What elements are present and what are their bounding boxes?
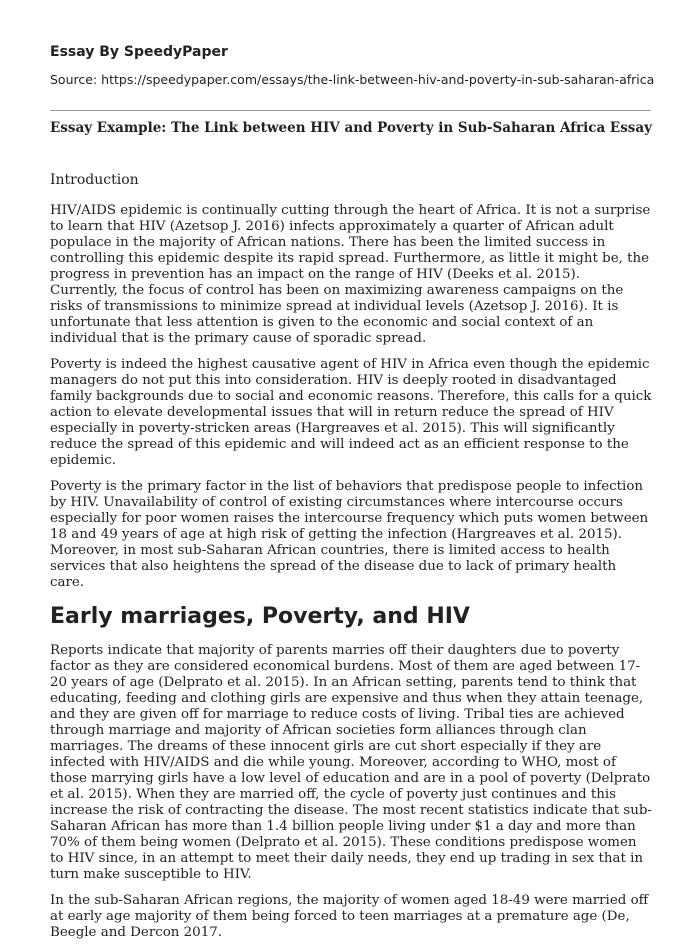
paragraph: HIV/AIDS epidemic is continually cutting through the heart of Africa. It is not a surprise to learn that HIV (Azetsop J. 2016) infects approximately a quarter of African adult populace in the majority of African nations. There has been the limited success in controlling this epidemic despite its rapid spread. Furthermore, as little it might be, the progress in prevention has an impact on the range of HIV (Deeks et al. 2015). Currently, the focus of control has been on maximizing awareness campaigns on the risks of transmissions to minimize spread at individual levels (Azetsop J. 2016). It is unfortunate that less attention is given to the economic and social context of an individual that is the primary cause of sporadic spread.: [50, 203, 651, 346]
paragraph: Poverty is indeed the highest causative agent of HIV in Africa even though the epidemic managers do not put this into consideration. HIV is deeply rooted in disadvantaged family backgrounds due to social and economic reasons. Therefore, this calls for a quick action to elevate developmental issues that will in return reduce the spread of HIV especially in poverty-stricken areas (Hargreaves et al. 2015). This will significantly reduce the spread of this epidemic and will indeed act as an efficient response to the epidemic.: [50, 357, 652, 468]
source-line: [50, 72, 654, 87]
paragraph: Poverty is the primary factor in the list of behaviors that predispose people to infection by HIV. Unavailability of control of existing circumstances where intercourse occurs especially for poor women raises the intercourse frequency which puts women between 18 and 49 years of age at high risk of getting the infection (Hargreaves et al. 2015). Moreover, in most sub-Saharan African countries, there is limited access to health services that also heightens the spread of the disease due to lack of primary health care.: [50, 479, 649, 590]
essay-body: [50, 172, 652, 951]
source-link[interactable]: https://speedypaper.com/essays/the-link-between-hiv-and-poverty-in-sub-saharan-africa: [101, 72, 655, 87]
brand-title: Essay By SpeedyPaper: [50, 44, 228, 60]
intro-heading: Introduction: [50, 172, 139, 188]
section-heading: Early marriages, Poverty, and HIV: [50, 604, 470, 629]
paragraph: Reports indicate that majority of parents marries off their daughters due to poverty factor as they are considered economical burdens. Most of them are aged between 17-20 years of age (Delprato et al. 2015). In an African setting, parents tend to think that educating, feeding and clothing girls are expensive and thus when they attain teenage, and they are given off for marriage to reduce costs of living. Tribal ties are achieved through marriage and majority of African societies form alliances through clan marriages. The dreams of these innocent girls are cut short especially if they are infected with HIV/AIDS and die while young. Moreover, according to WHO, most of those marrying girls have a low level of education and are in a pool of poverty (Delprato et al. 2015). When they are married off, the cycle of poverty just continues and this increase the risk of contracting the disease. The most recent statistics indicate that sub-Saharan African has more than 1.4 billion people living under $1 a day and more than 70% of them being women (Delprato et al. 2015). These conditions predispose women to HIV since, in an attempt to meet their daily needs, they end up trading in sex that in turn make susceptible to HIV.: [50, 643, 652, 882]
source-label: Source:: [50, 72, 98, 87]
paragraph: In the sub-Saharan African regions, the majority of women aged 18-49 were married off at early age majority of them being forced to teen marriages at a premature age (De, Beegle and Dercon 2017.: [50, 893, 649, 940]
document-title: Essay Example: The Link between HIV and Poverty in Sub-Saharan Africa Essay: [50, 120, 652, 136]
header-divider: [50, 110, 651, 111]
